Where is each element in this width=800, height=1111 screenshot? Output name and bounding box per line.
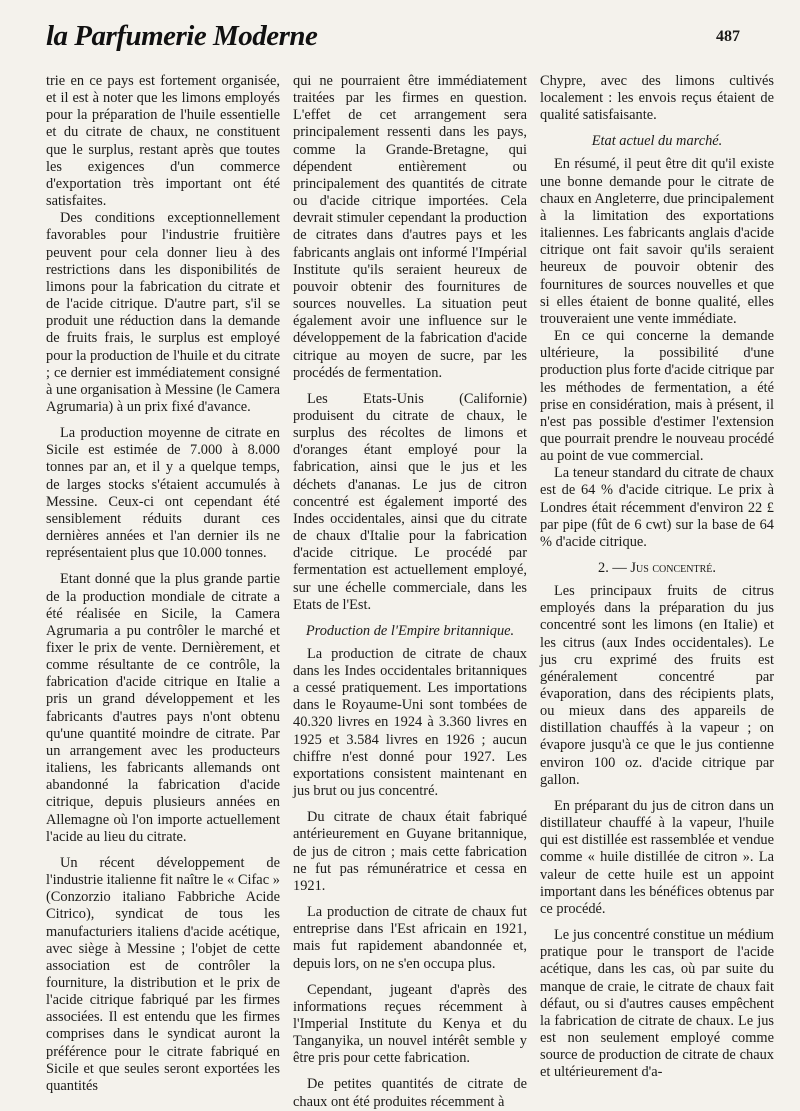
paragraph: Un récent développement de l'industrie italienne fit naître le « Cifac » (Conzorzio italiano Fabbriche Acide Citrico), syndicat de tous les manufacturiers italiens d'acide acétique, avec siège à Messine ; l'objet de cette association est de contrôler la fourniture, la distribution et le prix de l'acide citrique fabriqué par les firmes associées. Il est entendu que les firmes comprises dans le syndicat auront la préférence pour le citrate fabriqué en Sicile et que seules seront exportées les quantités [46,854,280,1094]
page-number: 487 [716,28,740,45]
paragraph: Des conditions exceptionnellement favorables pour l'industrie fruitière peuvent pour cela donner lieu à des restrictions dans les disponibilités de limons pour la fabrication du citrate et de l'acide citrique. D'autre part, s'il se produit une réduction dans la demande de fruits frais, le surplus est employé pour la production de l'huile et du citrate ; ce dernier est immédiatement consigné à une organisation à Messine (le Camera Agrumaria) à un prix fixé d'avance. [46,210,280,415]
paragraph: En ce qui concerne la demande ultérieure, la possibilité d'une production plus forte d'acide citrique par les méthodes de fermentation, a été prise en considération, mais à présent, il n'est pas possible d'estimer l'extension que pourrait prendre le nouveau procédé au point de vue commercial. [540,328,774,465]
section-heading: Etat actuel du marché. [591,133,723,150]
paragraph: La production de citrate de chaux dans les Indes occidentales britanniques a cessé pratiquement. Les importations dans le Royaume-Uni sont tombées de 40.320 livres en 1924 à 3.360 livres en 1925 et 3.584 livres en 1926 ; aucun chiffre n'est donné pour 1927. Les exportations consistent maintenant en jus brut ou jus concentré. [293,645,527,800]
paragraph: trie en ce pays est fortement organisée, et il est à noter que les limons employés pour la préparation de l'huile essentielle et du citrate de chaux, ne constituent que le surplus, restant après que toutes les exigences d'un commerce d'exportation très important ont été satisfaites. [46,73,280,210]
column-2 [293,73,527,1111]
paragraph: qui ne pourraient être immédiatement traitées par les firmes en question. L'effet de cet arrangement sera principalement ressenti dans les pays, comme la Grande-Bretagne, qui dépendent entièrement ou principalement des quantités de citrate ou d'acide citrique importées. Cela devrait stimuler cependant la production de citrates dans d'autres pays et les fabricants anglais ont informé l'Impérial Institute qu'ils seraient heureux de pouvoir obtenir des fournitures de sources nouvelles. La situation peut également avoir une influence sur le développement de la fabrication d'acide citrique au moyen de sucre, par les procédés de fermentation. [293,73,527,381]
paragraph: La teneur standard du citrate de chaux est de 64 % d'acide citrique. Le prix à Londres était récemment d'environ 22 £ par pipe (fût de 6 cwt) sur la base de 64 % d'acide citrique. [540,465,774,550]
paragraph: Les principaux fruits de citrus employés dans la préparation du jus concentré sont les limons (en Italie) et les citrus (aux Indes occidentales). Le jus cru exprimé des fruits est généralement concentré par évaporation, dans des récipients plats, ou mieux dans des appareils de distillation chauffés à la vapeur ; on évapore jusqu'à ce que le jus contienne environ 100 oz. d'acide citrique par gallon. [540,583,774,788]
paragraph: Le jus concentré constitue un médium pratique pour le transport de l'acide acétique, dans les cas, où par suite du manque de craie, le citrate de chaux fait défaut, ou si d'autres causes empêchent la fabrication de citrate de chaux. Le jus est non seulement employé comme source de production de citrate de chaux et ultérieurement d'a- [540,927,774,1081]
section-heading: Production de l'Empire britannique. [305,622,515,639]
section-heading: 2. — Jus concentré. [598,560,716,577]
paragraph: La production moyenne de citrate en Sicile est estimée de 7.000 à 8.000 tonnes par an, et il y a quelque temps, de larges stocks s'étaient accumulés à Messine. Ceux-ci ont cependant été sensiblement réduits durant ces dernières années et l'an dernier ils ne représentaient plus que 10.000 tonnes. [46,425,280,562]
column-3 [540,73,774,1111]
paragraph: Cependant, jugeant d'après des informations reçues récemment à l'Imperial Institute du Kenya et du Tanganyika, un nouvel intérêt semble y être pris pour cette fabrication. [293,981,527,1067]
paragraph: Chypre, avec des limons cultivés localement : les envois reçus étaient de qualité satisfaisante. [540,73,774,124]
masthead: la Parfumerie Moderne [46,20,318,52]
paragraph: Du citrate de chaux était fabriqué antérieurement en Guyane britannique, de jus de citron ; mais cette fabrication ne fut pas rémunératrice et cessa en 1921. [293,809,527,894]
column-1 [46,73,280,1111]
article-columns [46,73,774,1110]
paragraph: Etant donné que la plus grande partie de la production mondiale de citrate a été réalisée en Sicile, la Camera Agrumaria a pu contrôler le marché et fixer le prix de vente. Dernièrement, et comme résultante de ce contrôle, la fabrication d'acide citrique en Italie a pris un grand développement et les fabricants d'autres pays n'ont obtenu qu'une quantité moindre de citrate. Par un arrangement avec les producteurs italiens, les fabricants allemands ont abandonné la fabrication d'acide citrique, depuis plusieurs années en Allemagne où l'on importe actuellement l'acide au lieu du citrate. [46,571,280,845]
paragraph: En préparant du jus de citron dans un distillateur chauffé à la vapeur, l'huile qui est distillée est rassemblée et vendue comme « huile distillée de citron ». La valeur de cette huile est un appoint important dans les bénéfices obtenus par ce procédé. [540,797,774,917]
paragraph: La production de citrate de chaux fut entreprise dans l'Est africain en 1921, mais fut rapidement abandonnée et, depuis lors, on ne s'en occupa plus. [293,904,527,972]
paragraph: Les Etats-Unis (Californie) produisent du citrate de chaux, le surplus des récoltes de limons et d'oranges étant employé pour la fabrication, ainsi que le jus et les déchets d'ananas. Le jus de citron concentré est également importé des Indes occidentales, ainsi que du citrate de chaux d'Italie pour la fabrication d'acide citrique. Le procédé par fermentation est actuellement employé, sur une échelle commerciale, dans les Etats de l'Est. [293,390,527,613]
paragraph: En résumé, il peut être dit qu'il existe une bonne demande pour le citrate de chaux en Angleterre, due principalement à la limitation des exportations italiennes. Les fabricants anglais d'acide citrique ont fait savoir qu'ils seraient heureux de pouvoir obtenir des fournitures de sources nouvelles et que si elles étaient de bonne qualité, elles trouveraient une vente immédiate. [540,156,774,327]
paragraph: De petites quantités de citrate de chaux ont été produites récemment à [293,1076,527,1110]
